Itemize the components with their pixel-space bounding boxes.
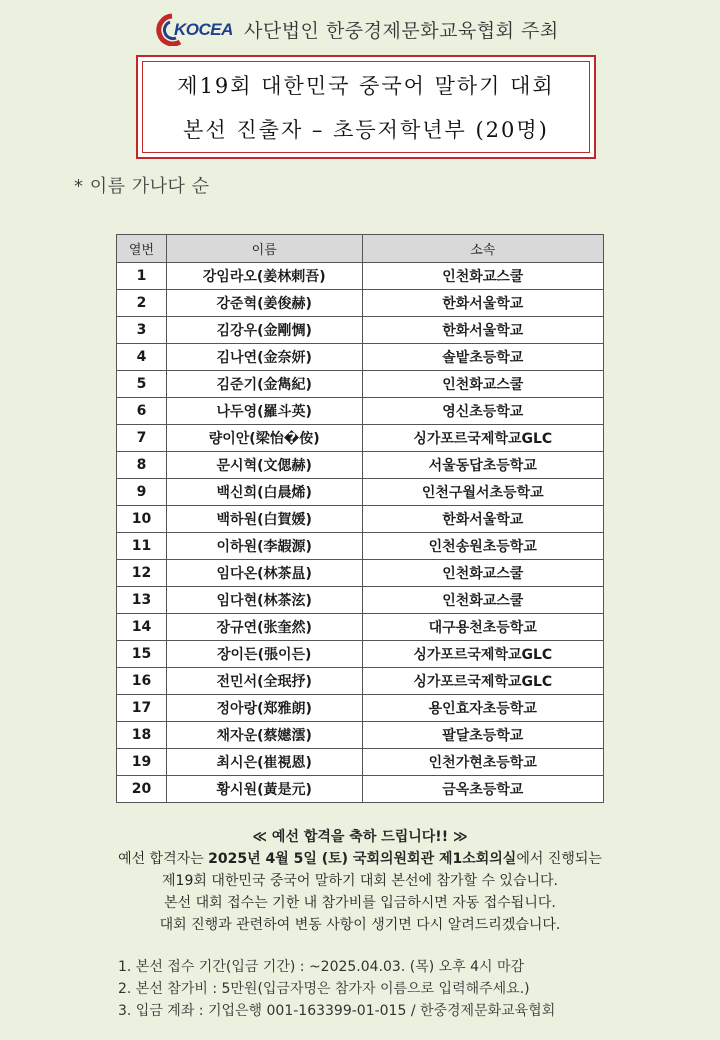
cell-school: 인천화교스쿨 bbox=[362, 371, 603, 398]
cell-school: 대구용천초등학교 bbox=[362, 614, 603, 641]
header-name: 이름 bbox=[166, 235, 362, 263]
table-row bbox=[117, 344, 604, 371]
header bbox=[150, 12, 590, 46]
cell-school: 인천가현초등학교 bbox=[362, 749, 603, 776]
cell-name: 강준혁(姜俊赫) bbox=[166, 290, 362, 317]
table-row bbox=[117, 722, 604, 749]
finalist-table bbox=[116, 234, 604, 803]
cell-school: 금옥초등학교 bbox=[362, 776, 603, 803]
table-row bbox=[117, 398, 604, 425]
cell-number: 6 bbox=[117, 398, 167, 425]
cell-number: 2 bbox=[117, 290, 167, 317]
table-row bbox=[117, 587, 604, 614]
cell-name: 임다온(林茶昷) bbox=[166, 560, 362, 587]
table-header-row bbox=[117, 235, 604, 263]
cell-school: 한화서울학교 bbox=[362, 506, 603, 533]
announce-line-3: 본선 대회 접수는 기한 내 참가비를 입금하시면 자동 접수됩니다. bbox=[164, 895, 556, 911]
cell-school: 영신초등학교 bbox=[362, 398, 603, 425]
table-row bbox=[117, 425, 604, 452]
congrats-headline: ≪ 예선 합격을 축하 드립니다!! ≫ bbox=[252, 829, 468, 845]
cell-name: 문시혁(文偲赫) bbox=[166, 452, 362, 479]
table-row bbox=[117, 506, 604, 533]
cell-number: 13 bbox=[117, 587, 167, 614]
cell-school: 싱가포르국제학교GLC bbox=[362, 425, 603, 452]
cell-school: 싱가포르국제학교GLC bbox=[362, 641, 603, 668]
cell-name: 김준기(金雋紀) bbox=[166, 371, 362, 398]
table-row bbox=[117, 371, 604, 398]
details-list bbox=[118, 956, 555, 1022]
announce-line-1 bbox=[0, 848, 720, 870]
table-row bbox=[117, 641, 604, 668]
cell-name: 장이든(張이든) bbox=[166, 641, 362, 668]
cell-name: 장규연(张奎然) bbox=[166, 614, 362, 641]
cell-number: 18 bbox=[117, 722, 167, 749]
division-title: 본선 진출자 – 초등저학년부 (20명) bbox=[183, 118, 549, 142]
cell-number: 5 bbox=[117, 371, 167, 398]
cell-school: 용인효자초등학교 bbox=[362, 695, 603, 722]
table-row bbox=[117, 452, 604, 479]
cell-school: 싱가포르국제학교GLC bbox=[362, 668, 603, 695]
event-date-venue: 2025년 4월 5일 (토) 국회의원회관 제1소회의실 bbox=[208, 851, 517, 867]
detail-bank-account: 3. 입금 계좌 : 기업은행 001-163399-01-015 / 한중경제문화교육협회 bbox=[118, 1003, 556, 1019]
cell-name: 최시은(崔視恩) bbox=[166, 749, 362, 776]
cell-number: 10 bbox=[117, 506, 167, 533]
cell-name: 김나연(金奈妍) bbox=[166, 344, 362, 371]
table-row bbox=[117, 479, 604, 506]
cell-number: 15 bbox=[117, 641, 167, 668]
cell-number: 17 bbox=[117, 695, 167, 722]
cell-number: 4 bbox=[117, 344, 167, 371]
cell-number: 14 bbox=[117, 614, 167, 641]
table-row bbox=[117, 263, 604, 290]
kocea-logo bbox=[150, 12, 236, 46]
cell-name: 량이안(梁怡�侒) bbox=[166, 425, 362, 452]
table-row bbox=[117, 614, 604, 641]
cell-school: 인천화교스쿨 bbox=[362, 560, 603, 587]
org-title: 사단법인 한중경제문화교육협회 주최 bbox=[244, 19, 559, 42]
competition-title: 제19회 대한민국 중국어 말하기 대회 bbox=[177, 74, 555, 98]
announce-line-1-post: 에서 진행되는 bbox=[516, 851, 602, 867]
cell-name: 정아랑(郑雅朗) bbox=[166, 695, 362, 722]
detail-registration-period: 1. 본선 접수 기간(입금 기간) : ~2025.04.03. (목) 오후 4시 마감 bbox=[118, 959, 525, 975]
cell-school: 인천송원초등학교 bbox=[362, 533, 603, 560]
table-row bbox=[117, 533, 604, 560]
cell-name: 나두영(羅斗英) bbox=[166, 398, 362, 425]
table-row bbox=[117, 776, 604, 803]
cell-name: 전민서(全珉抒) bbox=[166, 668, 362, 695]
cell-number: 12 bbox=[117, 560, 167, 587]
table-row bbox=[117, 290, 604, 317]
cell-number: 11 bbox=[117, 533, 167, 560]
cell-name: 황시원(黃是元) bbox=[166, 776, 362, 803]
table-row bbox=[117, 317, 604, 344]
announcement bbox=[0, 826, 720, 936]
announce-line-1-pre: 예선 합격자는 bbox=[118, 851, 209, 867]
cell-number: 20 bbox=[117, 776, 167, 803]
cell-school: 서울동답초등학교 bbox=[362, 452, 603, 479]
announce-line-4: 대회 진행과 관련하여 변동 사항이 생기면 다시 알려드리겠습니다. bbox=[159, 917, 561, 933]
cell-number: 19 bbox=[117, 749, 167, 776]
header-number: 열번 bbox=[117, 235, 167, 263]
cell-school: 인천구월서초등학교 bbox=[362, 479, 603, 506]
header-school: 소속 bbox=[362, 235, 603, 263]
cell-number: 8 bbox=[117, 452, 167, 479]
cell-school: 솔밭초등학교 bbox=[362, 344, 603, 371]
table-row bbox=[117, 695, 604, 722]
detail-entry-fee: 2. 본선 참가비 : 5만원(입금자명은 참가자 이름으로 입력해주세요.) bbox=[118, 981, 530, 997]
cell-name: 이하원(李嘏源) bbox=[166, 533, 362, 560]
cell-school: 한화서울학교 bbox=[362, 290, 603, 317]
cell-school: 인천화교스쿨 bbox=[362, 587, 603, 614]
table-row bbox=[117, 749, 604, 776]
cell-number: 1 bbox=[117, 263, 167, 290]
cell-number: 16 bbox=[117, 668, 167, 695]
cell-name: 백하원(白賀媛) bbox=[166, 506, 362, 533]
cell-name: 김강우(金剛惆) bbox=[166, 317, 362, 344]
sort-note: * 이름 가나다 순 bbox=[74, 176, 210, 197]
cell-number: 3 bbox=[117, 317, 167, 344]
title-box bbox=[136, 55, 596, 159]
announce-line-2: 제19회 대한민국 중국어 말하기 대회 본선에 참가할 수 있습니다. bbox=[162, 873, 558, 889]
cell-name: 임다현(林茶泫) bbox=[166, 587, 362, 614]
table-row bbox=[117, 668, 604, 695]
cell-name: 백신희(白晨烯) bbox=[166, 479, 362, 506]
table-row bbox=[117, 560, 604, 587]
cell-school: 팔달초등학교 bbox=[362, 722, 603, 749]
logo-text: KOCEA bbox=[174, 20, 233, 39]
cell-name: 채자운(蔡嬨澐) bbox=[166, 722, 362, 749]
cell-school: 인천화교스쿨 bbox=[362, 263, 603, 290]
cell-number: 7 bbox=[117, 425, 167, 452]
cell-number: 9 bbox=[117, 479, 167, 506]
cell-school: 한화서울학교 bbox=[362, 317, 603, 344]
cell-name: 강임라오(姜林剌吾) bbox=[166, 263, 362, 290]
